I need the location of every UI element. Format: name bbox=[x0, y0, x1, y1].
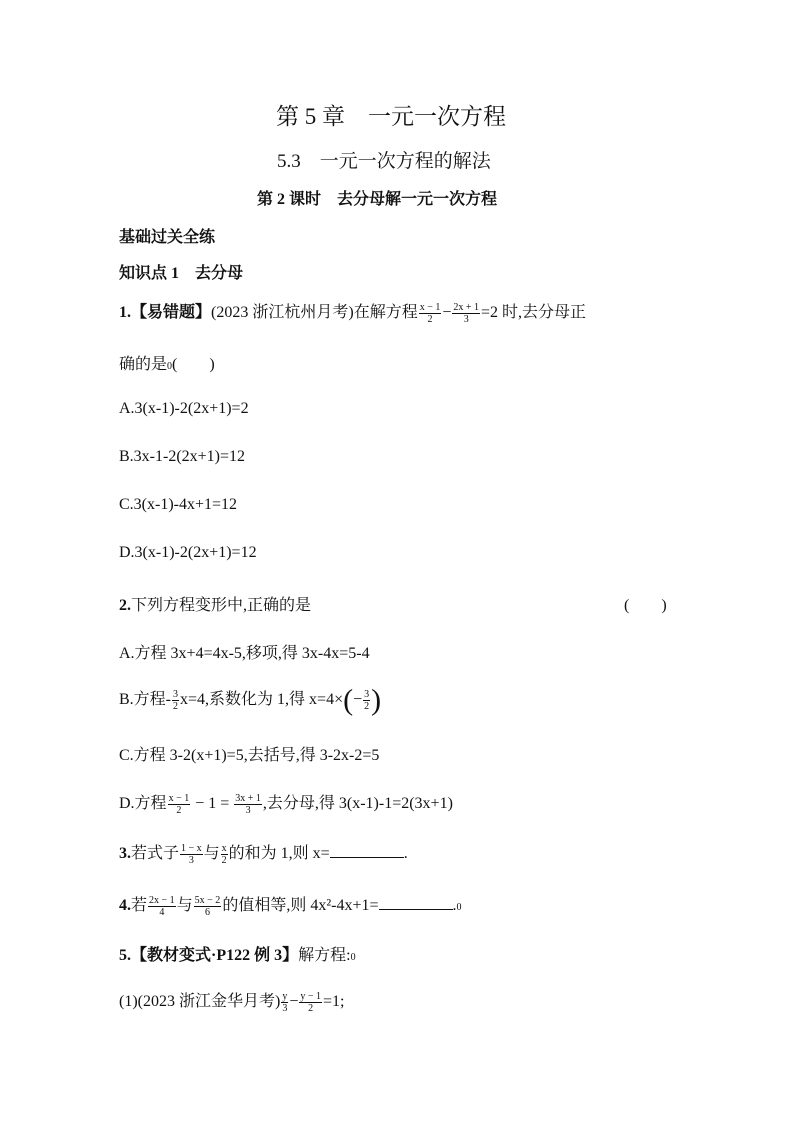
question-5-part-1-fraction-2: $\frac{y - 1}{2}$ bbox=[300, 990, 321, 1014]
question-2-option-c[interactable]: C.方程 3-2(x+1)=5,去括号,得 3-2x-2=5 bbox=[119, 747, 380, 764]
question-1-option-d[interactable]: D.3(x-1)-2(2x+1)=12 bbox=[119, 544, 257, 561]
question-3-fraction-2: $\frac{x}{2}$ bbox=[221, 842, 227, 866]
question-1-option-a[interactable]: A.3(x-1)-2(2x+1)=2 bbox=[119, 400, 249, 417]
question-1-option-b[interactable]: B.3x-1-2(2x+1)=12 bbox=[119, 448, 246, 465]
question-2-number: 2. bbox=[119, 597, 131, 614]
question-4-fraction-1: $\frac{2x - 1}{4}$ bbox=[149, 894, 175, 918]
question-2-option-b-fraction: $\frac{3}{2}$ bbox=[173, 688, 179, 712]
section-title: 5.3 一元一次方程的解法 bbox=[277, 151, 491, 172]
question-2-stem bbox=[119, 592, 311, 615]
question-4-mark: 0 bbox=[456, 902, 462, 913]
question-2-option-b[interactable]: B.方程- $\frac{3}{2}$ x=4,系数化为 1,得 x=4×(− $\frac{3}{2}$ ) bbox=[119, 683, 382, 717]
question-1-source: (2023 浙江杭州月考) bbox=[211, 304, 354, 321]
question-5-part-1-fraction-1: $\frac{y}{3}$ bbox=[282, 990, 288, 1014]
question-1-number: 1. bbox=[119, 304, 131, 321]
question-3: 3.若式子 $\frac{1 - x}{3}$ 与 $\frac{x}{2}$ 的和为 1,则 x= . bbox=[119, 842, 408, 866]
question-5-number: 5. bbox=[119, 947, 131, 964]
question-5-part-1: (1)(2023 浙江金华月考) $\frac{y}{3}$ − $\frac{y - 1}{2}$ =1; bbox=[119, 990, 345, 1014]
question-1-text: 在解方程 bbox=[353, 304, 418, 321]
question-1-line2: 确的是0( ) bbox=[119, 356, 215, 373]
lesson-title: 第 2 课时 去分母解一元一次方程 bbox=[257, 191, 498, 208]
question-4: 4.若 $\frac{2x - 1}{4}$ 与 $\frac{5x - 2}{6}$ 的值相等,则 4x²-4x+1= .0 bbox=[119, 894, 462, 918]
question-3-number: 3. bbox=[119, 845, 131, 862]
question-1-fraction-1: $\frac{x - 1}{2}$ bbox=[419, 301, 441, 325]
question-1-line1: 1.【易错题】(2023 浙江杭州月考)在解方程 $\frac{x - 1}{2}$ − $\frac{2x + 1}{3}$ =2 时,去分母正 bbox=[119, 301, 587, 325]
question-2-option-d-fraction-2: $\frac{3x + 1}{3}$ bbox=[235, 792, 261, 816]
question-5-tag: 【教材变式·P122 例 3】 bbox=[131, 947, 299, 964]
question-1-tag: 【易错题】 bbox=[131, 304, 212, 321]
question-5-text: 解方程: bbox=[298, 947, 351, 964]
question-2-option-a[interactable]: A.方程 3x+4=4x-5,移项,得 3x-4x=5-4 bbox=[119, 645, 370, 662]
chapter-title: 第 5 章 一元一次方程 bbox=[276, 104, 506, 129]
question-1-fraction-2: $\frac{2x + 1}{3}$ bbox=[453, 301, 480, 325]
question-2-option-d[interactable]: D.方程 $\frac{x - 1}{2}$ − 1 = $\frac{3x + 1}{3}$ ,去分母,得 3(x-1)-1=2(3x+1) bbox=[119, 792, 453, 816]
question-2-answer-paren[interactable]: ( ) bbox=[624, 597, 667, 614]
question-5 bbox=[119, 942, 356, 965]
question-5-mark: 0 bbox=[350, 952, 356, 963]
question-1-option-c[interactable]: C.3(x-1)-4x+1=12 bbox=[119, 496, 238, 513]
question-4-number: 4. bbox=[119, 897, 131, 914]
question-2-option-b-fraction-2: $\frac{3}{2}$ bbox=[364, 688, 370, 712]
question-4-fraction-2: $\frac{5x - 2}{6}$ bbox=[194, 894, 221, 918]
question-1-text-after: =2 时,去分母正 bbox=[481, 304, 587, 321]
question-1-mark: 0 bbox=[167, 361, 173, 372]
question-4-answer-blank[interactable] bbox=[379, 895, 453, 910]
knowledge-point-heading: 知识点 1 去分母 bbox=[119, 265, 244, 282]
question-3-fraction-1: $\frac{1 - x}{3}$ bbox=[181, 842, 202, 866]
question-3-answer-blank[interactable] bbox=[330, 843, 404, 858]
question-1-answer-paren[interactable]: ( ) bbox=[172, 356, 215, 373]
practice-heading: 基础过关全练 bbox=[119, 229, 216, 246]
question-2-text: 下列方程变形中,正确的是 bbox=[131, 597, 312, 614]
question-2-option-d-fraction-1: $\frac{x - 1}{2}$ bbox=[168, 792, 190, 816]
